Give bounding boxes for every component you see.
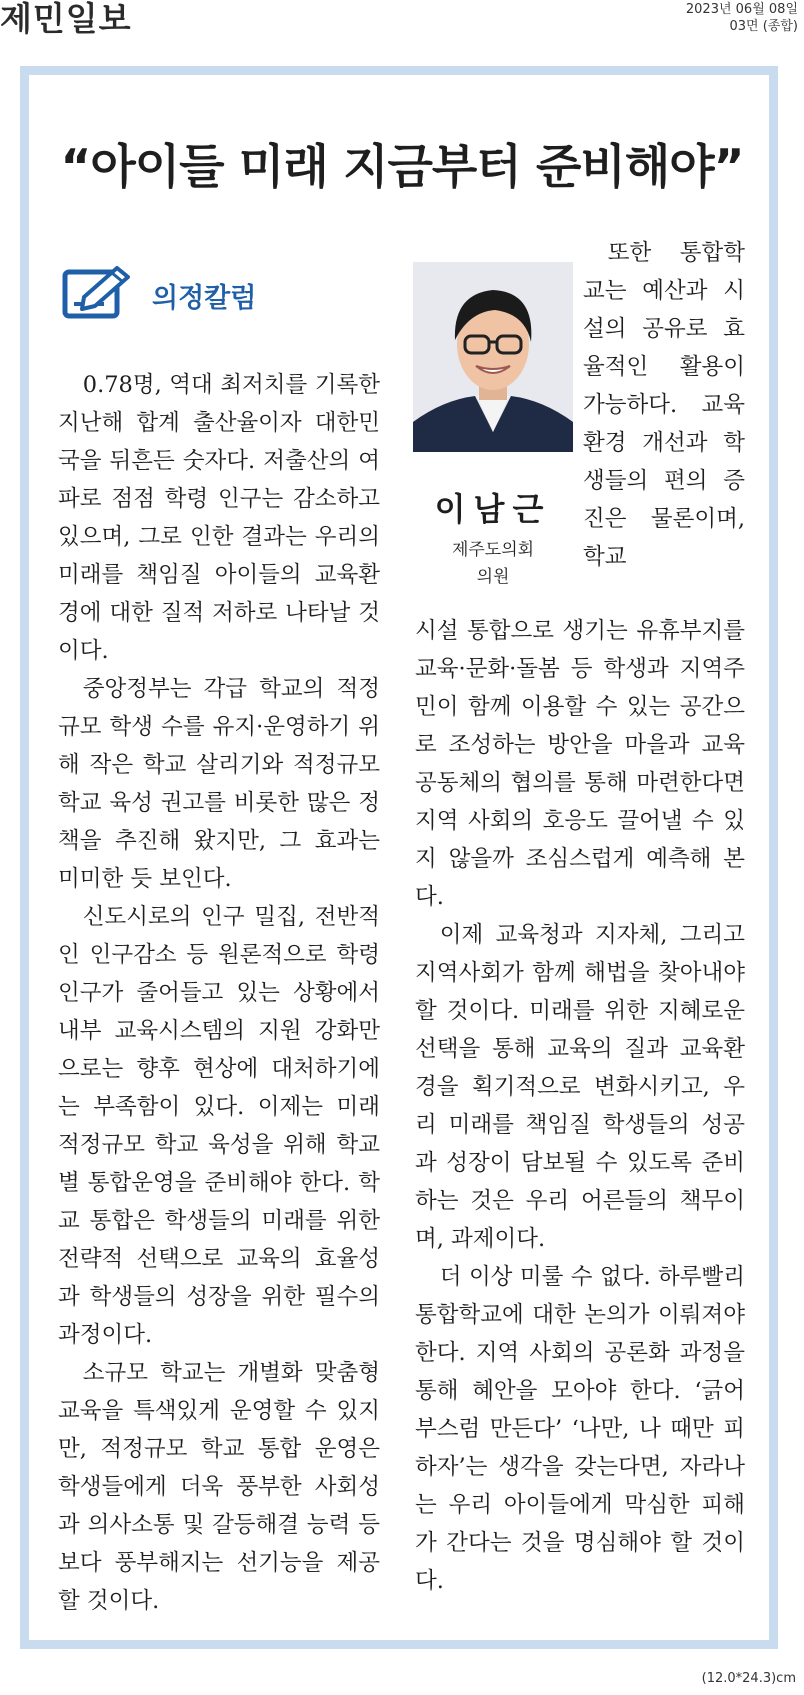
paragraph: 더 이상 미룰 수 없다. 하루빨리 통합학교에 대한 논의가 이뤄져야 한다. 지역 사회의 공론화 과정을 통해 혜안을 모아야 한다. ‘긁어 부스럼 만든다’ ‘나만, 나 때만 피하자’는 생각을 갖는다면, 자라나는 우리 아이들에게 막심한 피해가 간다는 것을 명심해야 할 것이다. (415, 1264, 745, 1594)
clipping-size: (12.0*24.3)cm (701, 1671, 796, 1686)
article-column-left (58, 366, 380, 1620)
author-affiliation: 제주도의회 (451, 540, 535, 560)
publication-page: 03면 (종합) (729, 19, 798, 34)
publication-date: 2023년 06월 08일 (685, 2, 798, 17)
article-headline: “아이들 미래 지금부터 준비해야” (60, 140, 744, 195)
paragraph: 0.78명, 역대 최저치를 기록한 지난해 합계 출산율이자 대한민국을 뒤흔든 숫자다. 저출산의 여파로 점점 학령 인구는 감소하고 있으며, 그로 인한 결과는 우리의 미래를 책임질 아이들의 교육환경에 대한 질적 저하로 나타날 것이다. (58, 372, 380, 664)
article-column-right (415, 612, 745, 1600)
author-title (413, 537, 573, 591)
pen-note-icon (62, 264, 134, 322)
author-portrait (413, 262, 573, 452)
newspaper-masthead: 제민일보 (0, 0, 132, 38)
paragraph: 소규모 학교는 개별화 맞춤형 교육을 특색있게 운영할 수 있지만, 적정규모 학교 통합 운영은 학생들에게 더욱 풍부한 사회성과 의사소통 및 갈등해결 능력 등 보다 풍부해지는 선기능을 제공할 것이다. (58, 1360, 380, 1614)
paragraph: 또한 통합학교는 예산과 시설의 공유로 효율적인 활용이 가능하다. 교육환경 개선과 학생들의 편의 증진은 물론이며, 학교 (583, 240, 745, 570)
article-column-right-top (583, 234, 745, 576)
paragraph: 시설 통합으로 생기는 유휴부지를 교육·문화·돌봄 등 학생과 지역주민이 함께 이용할 수 있는 공간으로 조성하는 방안을 마을과 교육공동체의 협의를 통해 마련한다면 지역 사회의 호응도 끌어낼 수 있지 않을까 조심스럽게 예측해 본다. (415, 618, 745, 910)
publication-info (686, 1, 798, 35)
paragraph: 중앙정부는 각급 학교의 적정규모 학생 수를 유지·운영하기 위해 작은 학교 살리기와 적정규모 학교 육성 권고를 비롯한 많은 정책을 추진해 왔지만, 그 효과는 미미한 듯 보인다. (58, 676, 380, 892)
column-label: 의정칼럼 (152, 283, 257, 314)
author-name: 이남근 (434, 490, 552, 528)
author-position: 의원 (476, 567, 510, 587)
paragraph: 이제 교육청과 지자체, 그리고 지역사회가 함께 해법을 찾아내야 할 것이다. 미래를 위한 지혜로운 선택을 통해 교육의 질과 교육환경을 획기적으로 변화시키고, 우리 미래를 책임질 학생들의 성공과 성장이 담보될 수 있도록 준비하는 것은 우리 어른들의 책무이며, 과제이다. (415, 922, 745, 1252)
paragraph: 신도시로의 인구 밀집, 전반적인 인구감소 등 원론적으로 학령 인구가 줄어들고 있는 상황에서 내부 교육시스템의 지원 강화만으로는 향후 현상에 대처하기에는 부족함이 있다. 이제는 미래 적정규모 학교 육성을 위해 학교별 통합운영을 준비해야 한다. 학교 통합은 학생들의 미래를 위한 전략적 선택으로 교육의 효율성과 학생들의 성장을 위한 필수의 과정이다. (58, 904, 380, 1348)
